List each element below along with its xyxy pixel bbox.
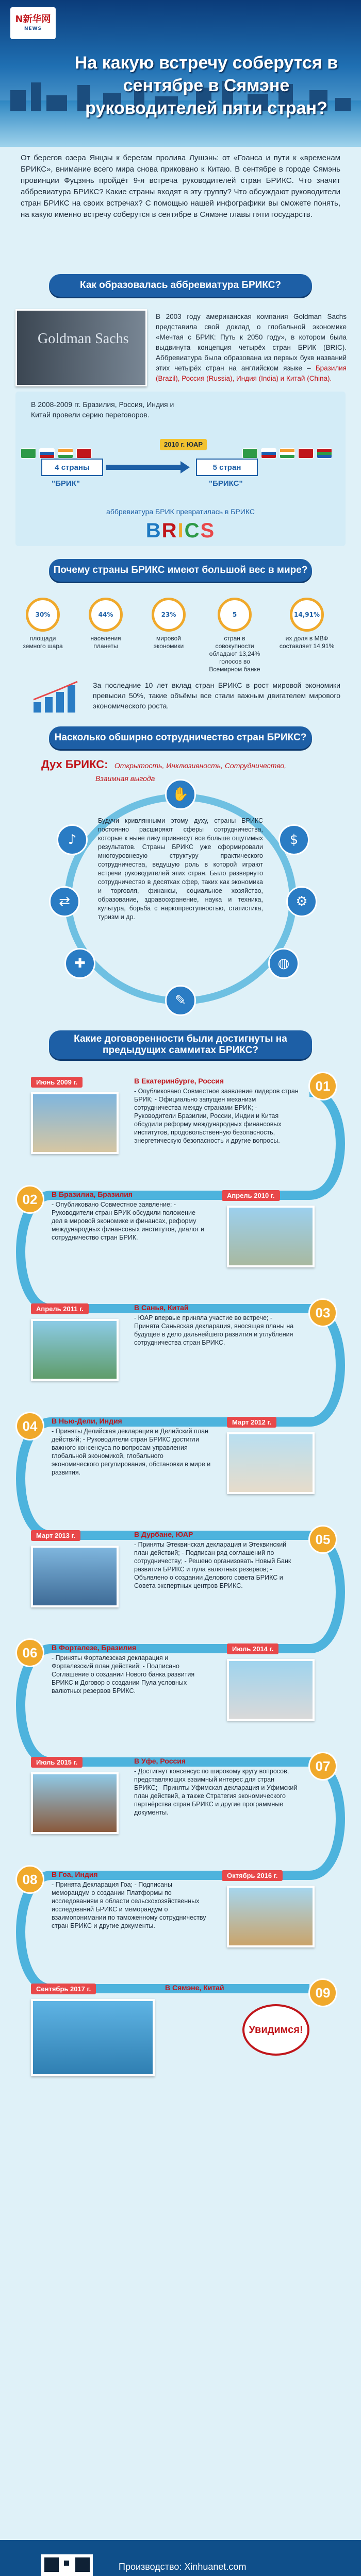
summit-photo <box>31 1772 119 1834</box>
timeline-number: 08 <box>15 1865 44 1894</box>
stat-circle <box>89 598 123 632</box>
flag-russia-icon <box>261 448 276 459</box>
gear-icon: ⚙ <box>286 886 317 917</box>
stat-text: площади земного шара <box>23 635 63 650</box>
flag-russia-icon <box>39 448 55 459</box>
intro-paragraph: От берегов озера Янцзы к берегам пролива Лушэнь: от «Гоанса и пути к «временам БРИКС», внимание всего мира снова приковано к Китаю. В сентябре в городе Сямэнь провинции Фуцзянь пройдёт 9-я встреча руководителей стран БРИКС. Что значит аббревиатура БРИКС? Какие страны входят в эту группу? Что обсуждают руководители стран БРИКС на своих встречах? С помощью нашей инфографики вы сможете понять, на какую именно встречу соберутся в сентябре в Сямэне главы пяти государств. <box>21 154 340 219</box>
summit-text: - Опубликовано Совместное заявление лидеров стран БРИК; - Официально запущен механизм сотрудничества между странами БРИК; - Руководители Бразилии, России, Индии и Китая обсудили реформу международных финансовых институтов, продовольственную безопасность, энергетическую безопасность и другие вопросы. <box>134 1088 299 1144</box>
stat-circle <box>290 598 324 632</box>
timeline-date: Март 2013 г. <box>31 1530 80 1541</box>
education-icon: ✎ <box>165 985 196 1016</box>
stat-item <box>20 598 66 650</box>
flag-india-icon <box>58 448 73 459</box>
brics-spirit <box>41 758 286 771</box>
brics-letter-b: B <box>145 519 162 542</box>
summit-card <box>134 1530 299 1590</box>
flag-brazil-icon <box>242 448 258 459</box>
section1-final-text: аббревиатура БРИК превратилась в БРИКС <box>106 507 255 516</box>
timeline-number: 06 <box>15 1638 44 1667</box>
section3-banner: Насколько обширно сотрудничество стран БРИКС? <box>49 726 312 749</box>
timeline-number: 07 <box>308 1752 337 1781</box>
summit-photo <box>31 1999 155 2076</box>
flag-india-icon <box>280 448 295 459</box>
flag-brazil-icon <box>21 448 36 459</box>
stat-circle <box>152 598 186 632</box>
summit-card <box>52 1643 211 1695</box>
timeline-date: Июль 2014 г. <box>227 1643 278 1654</box>
year-2010-tag: 2010 г. ЮАР <box>160 439 207 450</box>
stat-value: 44% <box>98 611 113 618</box>
timeline-date: Июнь 2009 г. <box>31 1077 83 1088</box>
flag-china-icon <box>76 448 92 459</box>
section1-text <box>156 312 347 384</box>
spirit-items: Открытость, Инклюзивность, Сотрудничество, <box>114 761 287 770</box>
page-title: На какую встречу соберутся в сентябре в Сямэне руководителей пяти стран? <box>74 53 338 118</box>
timeline-number: 04 <box>15 1412 44 1440</box>
summit-photo <box>227 1206 315 1267</box>
spirit-title: Дух БРИКС: <box>41 758 108 771</box>
summit-city: В Уфе, Россия <box>134 1757 186 1765</box>
summit-text: - ЮАР впервые приняла участие во встрече; - Принята Саньяская декларация, вносящая планы на будущее в дело дальнейшего развития и углубления сотрудничества стран БРИКС. <box>134 1314 294 1346</box>
spirit-items-line2: Взаимная выгода <box>95 774 155 783</box>
timeline-date: Апрель 2010 г. <box>222 1190 280 1201</box>
stat-text: стран в совокупности обладают 13,24% голосов во Всемирном банке <box>209 635 260 673</box>
flags-brics <box>242 448 332 459</box>
stat-item <box>206 598 263 673</box>
stat-item <box>278 598 335 650</box>
summit-photo <box>31 1319 119 1381</box>
goldman-sachs-photo <box>15 309 147 386</box>
flag-south-africa-icon <box>317 448 332 459</box>
health-icon: ✚ <box>64 948 95 979</box>
brics-letter-i: I <box>177 519 185 542</box>
summit-card <box>52 1870 211 1930</box>
section4-banner: Какие договоренности были достигнуты на предыдущих саммитах БРИКС? <box>49 1030 312 1059</box>
summit-city: В Бразилиа, Бразилия <box>52 1190 133 1198</box>
stat-text: населения планеты <box>90 635 121 650</box>
timeline-date: Июль 2015 г. <box>31 1757 83 1768</box>
brics-letter-r: R <box>161 519 178 542</box>
timeline-number: 01 <box>308 1072 337 1100</box>
logo-sub-text: NEWS <box>24 26 42 31</box>
arrow-head-icon <box>180 461 190 473</box>
see-you-bubble: Увидимся! <box>242 2004 309 2056</box>
handshake-icon: ✋ <box>165 779 196 810</box>
logo-main-text: N新华网 <box>15 14 51 25</box>
stat-text: их доля в МВФ составляет 14,91% <box>279 635 335 650</box>
section1-main-text: В 2003 году американская компания Goldman Sachs представила свой доклад о глобальной экономике «Мечтая с БРИК: Путь к 2050 году», в котором была выдвинута концепция четырёх стран БРИК (BRIC). Аббревиатура была образована из первых букв названий этих четырёх стран на английском языке – <box>156 313 347 372</box>
timeline-number: 03 <box>308 1298 337 1327</box>
summit-city: В Нью-Дели, Индия <box>52 1417 122 1425</box>
summit-photo <box>227 1659 315 1721</box>
stat-value: 30% <box>35 611 51 618</box>
summit-text: - Достигнут консенсус по широкому кругу вопросов, представляющих взаимный интерес для стран БРИКС; - Приняты Уфимская декларация и Уфимский план действий, а также Стратегия экономического партнёрства стран БРИКС и другие программные документы. <box>134 1768 298 1816</box>
label-brics: "БРИКС" <box>209 479 243 488</box>
brics-letter-s: S <box>200 519 216 542</box>
timeline-number: 05 <box>308 1525 337 1554</box>
section3-text: Будучи кривлянными этому духу, страны БРИКС постоянно расширяют сферы сотрудничества, которые к ныне лику привнесут все больше ощутимых результатов. Страны БРИКС уже сформировали многоуровневую структуру практического сотрудничества, ведущую роль в которой играют встречи руководителей этих стран. Было развернуто сотрудничество в десятках сфер, таких как экономика и торговля, финансы, социальное хозяйство, образование, здравоохранение, наука и техника, культура, борьба с наркопреступностью, статистика, туризм и др. <box>98 817 263 921</box>
stat-circle <box>26 598 60 632</box>
summit-text: - Приняты Этеквинская декларация и Этеквинский план действий; - Подписан ряд соглашений по сотрудничеству; - Решено организовать Новый Банк развития БРИКС и пула валютных резервов; - Объявлено о создании Делового совета БРИКС и Совета экспертных центров БРИКС. <box>134 1541 291 1589</box>
globe-icon: ◍ <box>268 948 299 979</box>
arrow-line <box>106 465 183 470</box>
culture-icon: ♪ <box>57 824 88 855</box>
stat-text: мировой экономики <box>153 635 184 650</box>
summit-card <box>52 1417 211 1477</box>
box-five-countries: 5 стран <box>196 459 258 476</box>
summit-card <box>134 1303 299 1347</box>
box-four-countries: 4 страны <box>41 459 103 476</box>
summit-card <box>165 1984 299 1994</box>
summit-city: В Екатеринбурге, Россия <box>134 1077 224 1085</box>
summit-text: - Принята Декларация Гоа; - Подписаны меморандум о создании Платформы по исследованиям в области сельскохозяйственных исследований БРИКС и меморандум о взаимопонимании по таможенному сотрудничеству стран БРИКС и другие документы. <box>52 1881 206 1929</box>
flag-china-icon <box>298 448 314 459</box>
summit-city: В Форталезе, Бразилия <box>52 1643 137 1652</box>
timeline-number: 09 <box>308 1978 337 2007</box>
footer-producer: Производство: Xinhuanet.com <box>119 2562 247 2572</box>
timeline-date: Апрель 2011 г. <box>31 1303 89 1314</box>
timeline-date: Октябрь 2016 г. <box>222 1870 283 1881</box>
trade-icon: ⇄ <box>49 886 80 917</box>
flags-bric <box>21 448 92 459</box>
stat-value: 23% <box>161 611 176 618</box>
summit-city: В Санья, Китай <box>134 1303 189 1312</box>
stat-value: 14,91% <box>294 611 320 618</box>
summit-city: В Гоа, Индия <box>52 1870 98 1878</box>
summit-city: В Сямэне, Китай <box>165 1984 224 1992</box>
summit-city: В Дурбане, ЮАР <box>134 1530 193 1538</box>
section1-second-text: В 2008-2009 гг. Бразилия, Россия, Индия и Китай провели серию переговоров. <box>31 400 174 419</box>
summit-photo <box>227 1432 315 1494</box>
page-footer <box>0 2540 361 2576</box>
growth-chart-icon <box>31 679 83 715</box>
stat-item <box>83 598 129 650</box>
timeline-number: 02 <box>15 1185 44 1214</box>
stat-circle <box>218 598 252 632</box>
summit-card <box>134 1077 299 1145</box>
summit-text: - Опубликовано Совместное заявление; - Руководители стран БРИК обсудили положение дел в мировой экономике и финансах, реформу международных финансовых институтов, диалог и сотрудничество стран БРИК. <box>52 1201 205 1241</box>
bank-icon: $ <box>278 824 309 855</box>
summit-photo <box>31 1546 119 1607</box>
summit-card <box>52 1190 206 1242</box>
label-bric: "БРИК" <box>52 479 80 488</box>
hero-header <box>0 0 361 147</box>
qr-code-icon <box>41 2554 93 2576</box>
brics-letter-c: C <box>184 519 201 542</box>
summit-card <box>134 1757 299 1817</box>
section2-text: За последние 10 лет вклад стран БРИКС в рост мировой экономики превысил 50%, такие объёмы все стали важным двигателем мирового экономического роста. <box>93 681 340 710</box>
summit-text: - Приняты Форталезская декларация и Форталезский план действий; - Подписано Соглашение о создании Нового банка развития БРИКС и Договор о создании Пула условных валютных резервов БРИКС. <box>52 1654 195 1694</box>
summit-photo <box>31 1092 119 1154</box>
section1-banner: Как образовалась аббревиатура БРИКС? <box>49 274 312 297</box>
goldman-sachs-sign: Goldman Sachs <box>38 331 129 347</box>
section2-banner: Почему страны БРИКС имеют большой вес в мире? <box>49 559 312 582</box>
section1-countries: Бразилия (Brazil), Россия (Russia), Индия (India) и Китай (China). <box>156 364 347 382</box>
timeline-date: Сентябрь 2017 г. <box>31 1984 96 1994</box>
brics-logo <box>139 519 222 542</box>
stat-item <box>145 598 192 650</box>
summit-photo <box>227 1886 315 1947</box>
timeline-date: Март 2012 г. <box>227 1417 276 1428</box>
stat-value: 5 <box>232 611 237 618</box>
summit-text: - Приняты Делийская декларация и Делийский план действий; - Руководители стран БРИКС достигли важного консенсуса по вопросам управления глобальной экономикой, глобального экономического регулирования, обстановки в мире и развития. <box>52 1428 211 1476</box>
xinhua-logo <box>10 7 56 39</box>
